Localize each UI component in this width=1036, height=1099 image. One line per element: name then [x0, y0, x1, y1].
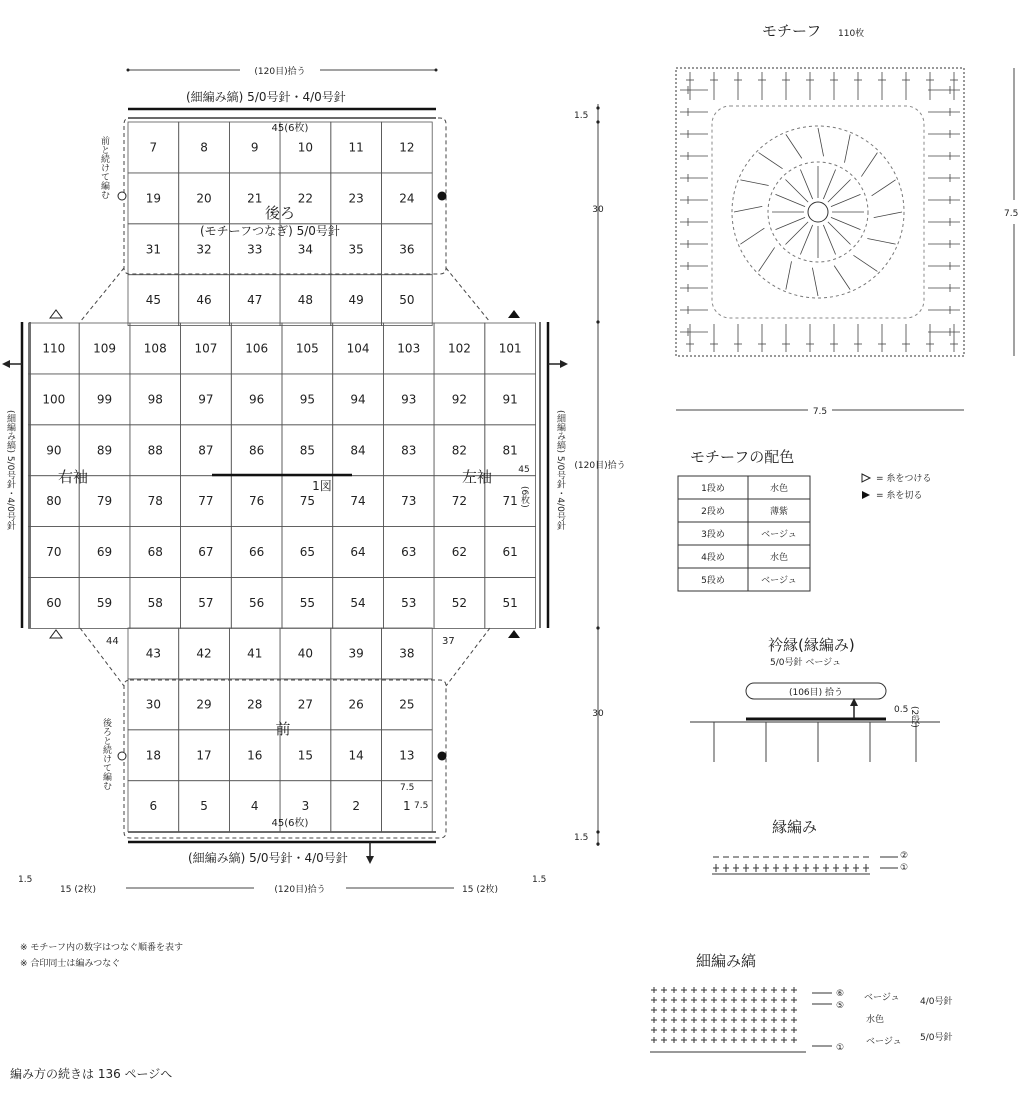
motif-cell-number: 69: [96, 545, 113, 560]
right-pickup-label: (120目)拾う: [574, 461, 626, 471]
motif-cell-number: 31: [145, 242, 161, 257]
match-mark-filled: [438, 192, 447, 201]
left-sleeve-label: 左袖: [462, 468, 493, 486]
motif-cell-number: 26: [348, 697, 364, 712]
color-table-row-label: 2段め: [701, 507, 725, 517]
motif-cell-number: 68: [147, 545, 163, 560]
motif-cell-number: 75: [299, 494, 315, 509]
motif-cell-number: 34: [297, 242, 314, 257]
motif-chart: [676, 68, 964, 356]
motif-cell-number: 32: [196, 242, 212, 257]
front-title: 前: [275, 720, 291, 738]
stripe-beige-1: ベージュ: [864, 993, 900, 1003]
motif-cell-number: 79: [96, 494, 113, 509]
motif-cell-number: 73: [401, 494, 417, 509]
top-band-label: (細編み縞) 5/0号針・4/0号針: [186, 90, 346, 104]
motif-cell-number: 91: [502, 392, 518, 407]
motif-cell-number: 20: [196, 191, 212, 206]
motif-cell-number: 59: [96, 595, 113, 610]
motif-cell-number: 54: [350, 595, 366, 610]
dim-15-left: 15 (2枚): [60, 885, 97, 895]
left-side-band-label: (細編み縞) 5/0号針・4/0号針: [5, 410, 15, 530]
motif-cell-number: 71: [502, 494, 518, 509]
motif-cell-number: 48: [297, 293, 314, 308]
motif-cell-number: 11: [348, 140, 364, 155]
motif-height-label: 7.5: [1004, 209, 1019, 219]
right-side-band-label: (細編み縞) 5/0号針・4/0号針: [555, 410, 565, 530]
dim-30-bottom: 30: [592, 709, 604, 719]
color-table-row-color: 薄紫: [769, 507, 789, 517]
note-1: ※ モチーフ内の数字はつなぐ順番を表す: [20, 943, 183, 953]
motif-cell-number: 99: [96, 392, 113, 407]
motif-cell-number: 102: [447, 341, 471, 356]
color-table-row-color: ベージュ: [761, 530, 797, 540]
motif-cell-number: 28: [247, 697, 263, 712]
collar-subtitle: 5/0号針 ベージュ: [770, 658, 841, 668]
motif-cell-number: 57: [198, 595, 214, 610]
motif-cell-number: 78: [147, 494, 163, 509]
motif-cell-number: 109: [93, 341, 117, 356]
motif-cell-number: 15: [297, 748, 314, 763]
color-table-row-color: 水色: [769, 484, 789, 494]
edge-row-2: ②: [900, 851, 909, 861]
motif-cell-number: 88: [147, 443, 163, 458]
bottom-width-label: 45(6枚): [271, 818, 309, 829]
motif-cell-number: 18: [145, 748, 161, 763]
motif-cell-number: 98: [147, 392, 163, 407]
stripe-beige-2: ベージュ: [866, 1037, 902, 1047]
motif-cell-number: 19: [145, 191, 161, 206]
triangle-mark-filled: [508, 310, 520, 318]
motif-cell-number: 72: [451, 494, 468, 509]
legend-cut: = 糸を切る: [876, 491, 923, 501]
motif-cell-number: 45: [145, 293, 161, 308]
top-width-label: 45(6枚): [271, 123, 309, 134]
motif-cell-number: 89: [96, 443, 113, 458]
collar-pickup: (106目) 拾う: [788, 688, 844, 698]
motif-cell-number: 106: [245, 341, 269, 356]
note-2: ※ 合印同士は編みつなぐ: [20, 959, 121, 969]
dim-30-top: 30: [592, 205, 604, 215]
motif-cell-number: 81: [502, 443, 518, 458]
motif-cell-number: 27: [297, 697, 314, 712]
motif-cell-number: 95: [299, 392, 315, 407]
motif-cell-number: 90: [46, 443, 62, 458]
motif-cell-number: 23: [348, 191, 364, 206]
motif-cell-number: 52: [451, 595, 468, 610]
edge-row-1: ①: [900, 863, 909, 873]
motif-cell-number: 6: [149, 799, 158, 814]
motif-cell-number: 25: [399, 697, 415, 712]
match-mark-filled: [438, 752, 447, 761]
motif-title: モチーフ: [762, 22, 822, 40]
motif-cell-number: 86: [249, 443, 265, 458]
triangle-mark-filled: [508, 630, 520, 638]
back-subtitle: (モチーフつなぎ) 5/0号針: [200, 224, 340, 238]
motif-cell-number: 107: [194, 341, 218, 356]
motif-cell-number: 40: [297, 646, 314, 661]
motif-cell-number: 46: [196, 293, 212, 308]
motif-cell-number: 65: [299, 545, 315, 560]
motif-cell-number: 58: [147, 595, 163, 610]
motif-cell-number: 105: [295, 341, 319, 356]
motif-cell-number: 53: [401, 595, 417, 610]
motif-cell-number: 85: [299, 443, 315, 458]
stripe-water: 水色: [866, 1015, 885, 1025]
mark-37: 37: [442, 636, 455, 647]
motif-cell-number: 51: [502, 595, 518, 610]
motif-cell-number: 4: [250, 799, 259, 814]
dim-1-5-bottom: 1.5: [574, 833, 589, 843]
motif-cell-number: 42: [196, 646, 212, 661]
triangle-mark-open: [50, 310, 62, 318]
motif-cell-number: 8: [200, 140, 208, 155]
motif-cell-number: 12: [399, 140, 415, 155]
motif-cell-number: 101: [498, 341, 522, 356]
stripe-row-1: ①: [836, 1043, 845, 1053]
motif-cell-number: 30: [145, 697, 161, 712]
motif-cell-number: 64: [350, 545, 366, 560]
motif-cell-number: 87: [198, 443, 214, 458]
mark-44: 44: [106, 636, 119, 647]
motif-cell-number: 93: [401, 392, 417, 407]
motif-cell-number: 9: [250, 140, 259, 155]
motif-cell-number: 36: [399, 242, 415, 257]
motif-cell-number: 63: [401, 545, 417, 560]
color-table-row-label: 5段め: [701, 576, 725, 586]
motif-cell-number: 60: [46, 595, 62, 610]
motif-cell-number: 33: [247, 242, 263, 257]
bottom-band-label: (細編み縞) 5/0号針・4/0号針: [188, 851, 348, 865]
motif-cell-number: 80: [46, 494, 62, 509]
collar-dim: 0.5: [894, 705, 909, 715]
color-table-row-color: ベージュ: [761, 576, 797, 586]
motif-cell-number: 47: [247, 293, 263, 308]
motif-cell-number: 82: [451, 443, 468, 458]
top-pickup-label: (120目)拾う: [254, 67, 306, 77]
motif-cell-number: 66: [249, 545, 265, 560]
motif-cell-number: 5: [200, 799, 208, 814]
motif-cell-number: 61: [502, 545, 518, 560]
back-title: 後ろ: [264, 204, 296, 222]
motif-cell-number: 104: [346, 341, 370, 356]
needle-4-0: 4/0号針: [920, 997, 953, 1007]
stripe-row-5: ⑤: [836, 1001, 845, 1011]
motif-count: 110枚: [838, 29, 865, 39]
motif-cell-number: 24: [399, 191, 415, 206]
legend-attach: = 糸をつける: [876, 474, 932, 484]
right-sleeve-label: 右袖: [58, 468, 89, 486]
motif-cell-number: 16: [247, 748, 263, 763]
motif-cell-number: 49: [348, 293, 364, 308]
motif-cell-number: 92: [451, 392, 468, 407]
dim-1-5-right: 1.5: [532, 875, 547, 885]
bottom-pickup-label: (120目)拾う: [274, 885, 326, 895]
motif-cell-number: 7: [149, 140, 158, 155]
motif-cell-number: 96: [249, 392, 265, 407]
stripe-title: 細編み縞: [696, 952, 757, 970]
motif-cell-number: 67: [198, 545, 214, 560]
motif-cell-number: 77: [198, 494, 214, 509]
motif-cell-number: 108: [143, 341, 167, 356]
back-side-note: 前と続けて編む: [99, 136, 109, 199]
motif-cell-number: 41: [247, 646, 263, 661]
dim-7-5-b: 7.5: [414, 801, 429, 811]
motif-cell-number: 83: [401, 443, 417, 458]
motif-cell-number: 100: [42, 392, 66, 407]
motif-cell-number: 10: [297, 140, 314, 155]
motif-cell-number: 103: [397, 341, 421, 356]
motif-cell-number: 21: [247, 191, 263, 206]
motif-cell-number: 76: [249, 494, 265, 509]
motif-cell-number: 14: [348, 748, 364, 763]
color-table-row-color: 水色: [769, 553, 789, 563]
motif-cell-number: 1: [403, 799, 411, 814]
match-mark-open: [118, 192, 126, 200]
motif-cell-number: 22: [297, 191, 314, 206]
motif-cell-number: 50: [399, 293, 415, 308]
motif-cell-number: 17: [196, 748, 212, 763]
motif-cell-number: 70: [46, 545, 62, 560]
motif-cell-number: 38: [399, 646, 415, 661]
motif-cell-number: 29: [196, 697, 212, 712]
motif-cell-number: 3: [301, 799, 310, 814]
dim-15-right: 15 (2枚): [462, 885, 499, 895]
motif-cell-number: 2: [352, 799, 360, 814]
motif-cell-number: 55: [299, 595, 315, 610]
motif-cell-number: 62: [451, 545, 468, 560]
color-table-title: モチーフの配色: [690, 448, 795, 466]
dim-1-5-left: 1.5: [18, 875, 33, 885]
sleeve-width-45: 45: [518, 465, 530, 475]
motif-cell-number: 35: [348, 242, 364, 257]
needle-5-0: 5/0号針: [920, 1033, 953, 1043]
motif-width-label: 7.5: [812, 407, 828, 417]
edge-title: 縁編み: [772, 818, 818, 836]
figure-label: 1図: [312, 479, 332, 493]
dim-1-5-top: 1.5: [574, 111, 589, 121]
stripe-row-6: ⑥: [836, 989, 845, 999]
color-table-row-label: 1段め: [701, 484, 725, 494]
collar-rows: (2段): [909, 706, 919, 728]
front-side-note: 後ろと続けて編む: [101, 718, 111, 790]
sleeve-width-6: (6枚): [519, 486, 529, 508]
motif-cell-number: 74: [350, 494, 366, 509]
motif-cell-number: 84: [350, 443, 366, 458]
match-mark-open: [118, 752, 126, 760]
motif-cell-number: 97: [198, 392, 214, 407]
dim-7-5-a: 7.5: [400, 783, 415, 793]
triangle-mark-open: [50, 630, 62, 638]
color-table-row-label: 4段め: [701, 553, 725, 563]
motif-cell-number: 13: [399, 748, 415, 763]
motif-cell-number: 43: [145, 646, 161, 661]
motif-cell-number: 56: [249, 595, 265, 610]
motif-cell-number: 94: [350, 392, 366, 407]
motif-cell-number: 39: [348, 646, 364, 661]
motif-cell-number: 110: [42, 341, 66, 356]
color-table-row-label: 3段め: [701, 530, 725, 540]
footer-note: 編み方の続きは 136 ページへ: [10, 1067, 173, 1081]
collar-title: 衿縁(縁編み): [768, 636, 855, 654]
